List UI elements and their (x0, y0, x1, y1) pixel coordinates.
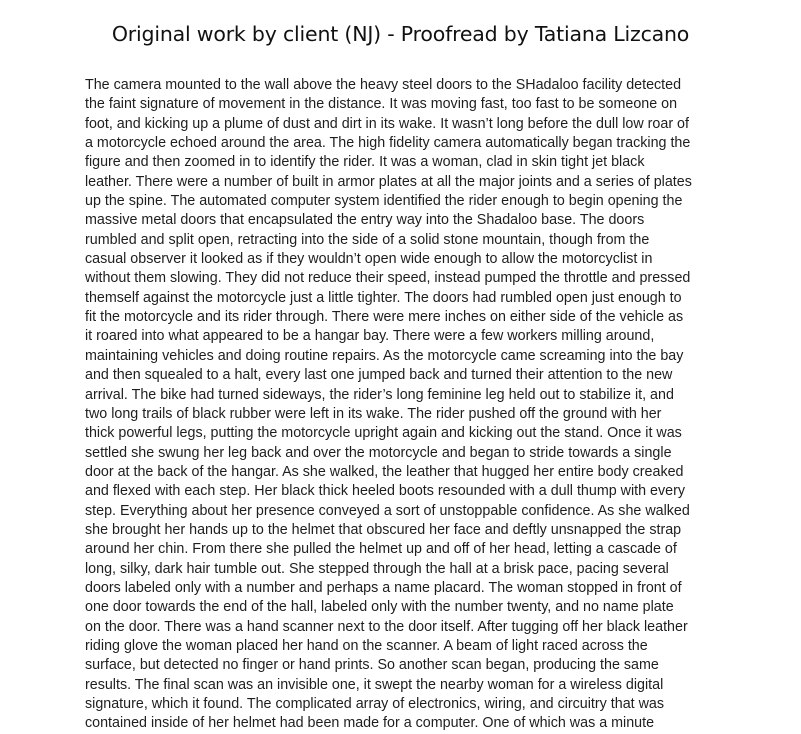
paragraph-line: leather. There were a number of built in armor plates at all the major joints and a series of plates (85, 173, 692, 190)
paragraph-line: casual observer it looked as if they wouldn’t open wide enough to allow the motorcyclist in (85, 251, 653, 268)
paragraph-line: and flexed with each step. Her black thick heeled boots resounded with a dull thump with every (85, 483, 686, 500)
paragraph-line: settled she swung her leg back and over the motorcycle and began to stride towards a single (85, 444, 672, 461)
paragraph-line: doors labeled only with a number and perhaps a name placard. The woman stopped in front of (85, 579, 682, 596)
paragraph-line: foot, and kicking up a plume of dust and dirt in its wake. It wasn’t long before the dull low roar of (85, 115, 689, 132)
paragraph-line: up the spine. The automated computer system identified the rider enough to begin opening the (85, 193, 683, 210)
paragraph-line: one door towards the end of the hall, labeled only with the number twenty, and no name plate (85, 599, 674, 616)
paragraph-line: arrival. The bike had turned sideways, the rider’s long feminine leg held out to stabilize it, and (85, 386, 674, 403)
paragraph-line: long, silky, dark hair tumble out. She stepped through the hall at a brisk pace, pacing several (85, 560, 669, 577)
paragraph-line: thick powerful legs, putting the motorcycle upright again and kicking out the stand. Once it was (85, 425, 682, 442)
paragraph-line: without them slowing. They did not reduce their speed, instead pumped the throttle and pressed (85, 270, 691, 287)
document-title: Original work by client (NJ) - Proofread by Tatiana Lizcano (111, 22, 690, 46)
paragraph-line: it roared into what appeared to be a hangar bay. There were a few workers milling around, (85, 328, 655, 345)
paragraph-line: The camera mounted to the wall above the heavy steel doors to the SHadaloo facility detected (85, 77, 682, 93)
story-paragraph (85, 76, 785, 734)
paragraph-line: on the door. There was a hand scanner next to the door itself. After tugging off her black leather (85, 618, 688, 635)
paragraph-line: signature, which it found. The complicated array of electronics, wiring, and circuitry that was (85, 696, 665, 712)
paragraph-line: two long trails of black rubber were left in its wake. The rider pushed off the ground with her (85, 405, 662, 422)
paragraph-line: she brought her hands up to the helmet that obscured her face and deftly unsnapped the strap (85, 521, 682, 538)
paragraph-line: riding glove the woman placed her hand on the scanner. A beam of light raced across the (85, 637, 648, 654)
paragraph-line: maintaining vehicles and doing routine repairs. As the motorcycle came screaming into the bay (85, 347, 684, 364)
paragraph-line: step. Everything about her presence conveyed a sort of unstoppable confidence. As she walked (85, 502, 690, 519)
paragraph-line: results. The final scan was an invisible one, it swept the nearby woman for a wireless digital (85, 676, 664, 693)
paragraph-line: fit the motorcycle and its rider through. There were mere inches on either side of the vehicle as (85, 309, 684, 326)
paragraph-line: figure and then zoomed in to identify the rider. It was a woman, clad in skin tight jet black (85, 154, 645, 171)
paragraph-line: a motorcycle echoed around the area. The high fidelity camera automatically began tracking the (85, 135, 691, 152)
paragraph-line: themself against the motorcycle just a little tighter. The doors had rumbled open just enough to (85, 289, 682, 306)
paragraph-line: around her chin. From there she pulled the helmet up and off of her head, letting a cascade of (85, 541, 677, 558)
paragraph-line: door at the back of the hangar. As she walked, the leather that hugged her entire body creaked (85, 463, 684, 480)
paragraph-line: the faint signature of movement in the distance. It was moving fast, too fast to be someone on (85, 96, 678, 113)
paragraph-line: contained inside of her helmet had been made for a computer. One of which was a minute (85, 715, 655, 732)
paragraph-line: surface, but detected no finger or hand prints. So another scan began, producing the same (85, 657, 659, 674)
paragraph-line: massive metal doors that encapsulated the entry way into the Shadaloo base. The doors (85, 212, 645, 229)
paragraph-line: and then squealed to a halt, every last one jumped back and turned their attention to the new (85, 367, 673, 384)
paragraph-line: rumbled and split open, retracting into the side of a solid stone mountain, though from the (85, 231, 650, 248)
